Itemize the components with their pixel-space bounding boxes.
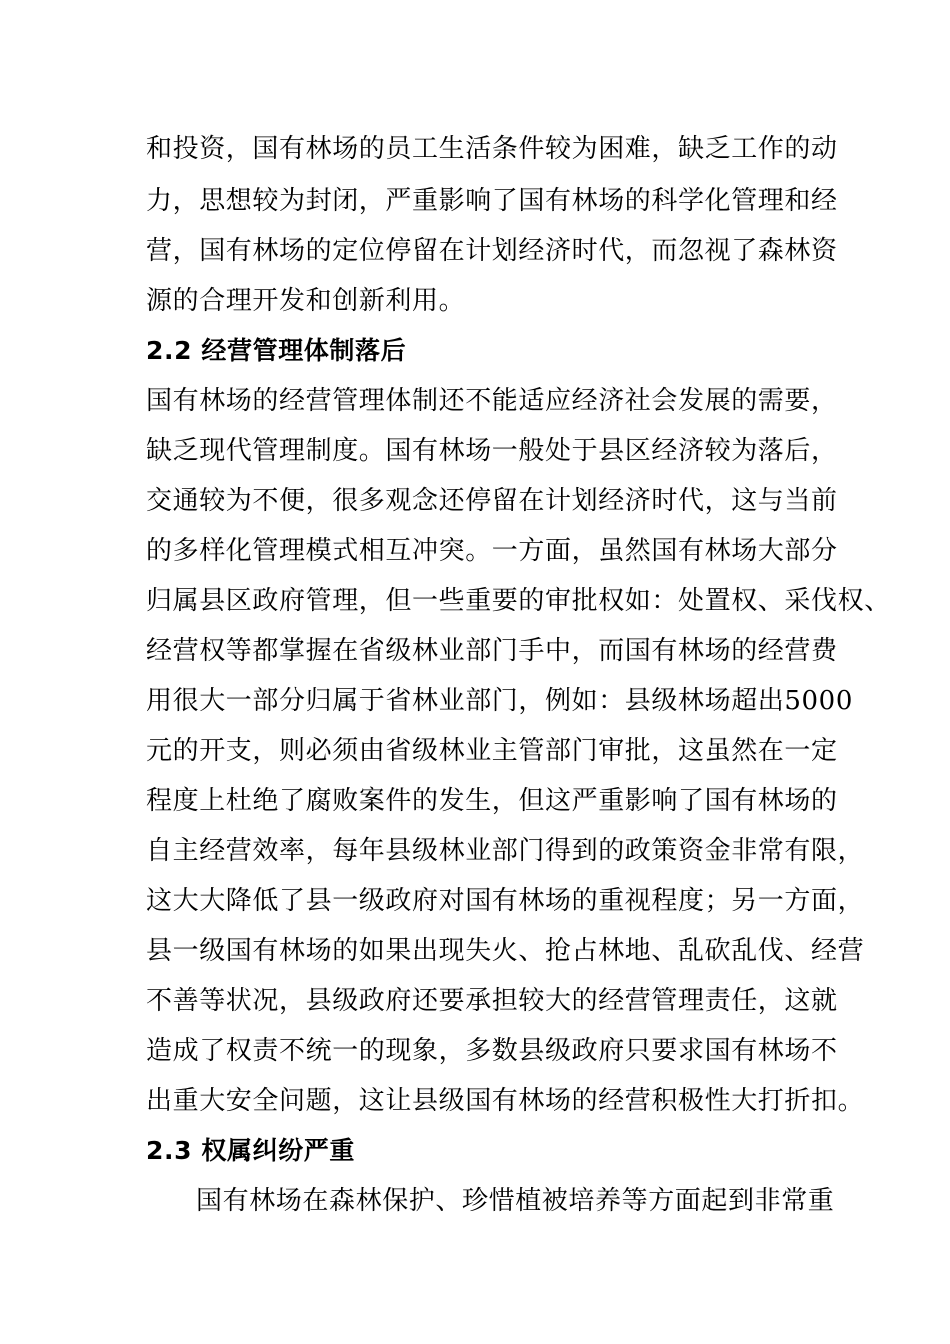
paragraph-2-line-7: 用很大一部分归属于省林业部门，例如：县级林场超出5000 <box>146 686 853 716</box>
paragraph-2-line-14: 造成了权责不统一的现象，多数县级政府只要求国有林场不 <box>146 1036 838 1066</box>
paragraph-1-line-3: 营，国有林场的定位停留在计划经济时代，而忽视了森林资 <box>146 236 838 266</box>
section-heading-2-3: 2.3 权属纠纷严重 <box>146 1136 355 1165</box>
paragraph-2-line-3: 交通较为不便，很多观念还停留在计划经济时代，这与当前 <box>146 486 838 516</box>
paragraph-2-line-9: 程度上杜绝了腐败案件的发生，但这严重影响了国有林场的 <box>146 786 838 816</box>
paragraph-2-line-13: 不善等状况，县级政府还要承担较大的经营管理责任，这就 <box>146 986 838 1016</box>
paragraph-2-line-15: 出重大安全问题，这让县级国有林场的经营积极性大打折扣。 <box>146 1086 865 1116</box>
paragraph-1-line-2: 力，思想较为封闭，严重影响了国有林场的科学化管理和经 <box>146 186 838 216</box>
paragraph-1-line-4: 源的合理开发和创新利用。 <box>146 286 466 316</box>
paragraph-2-line-11: 这大大降低了县一级政府对国有林场的重视程度；另一方面， <box>146 886 865 916</box>
paragraph-2-line-10: 自主经营效率，每年县级林业部门得到的政策资金非常有限， <box>146 836 865 866</box>
paragraph-2-line-6: 经营权等都掌握在省级林业部门手中，而国有林场的经营费 <box>146 636 838 666</box>
paragraph-2-line-2: 缺乏现代管理制度。国有林场一般处于县区经济较为落后， <box>146 436 838 466</box>
paragraph-2-line-8: 元的开支，则必须由省级林业主管部门审批，这虽然在一定 <box>146 736 838 766</box>
paragraph-2-line-1: 国有林场的经营管理体制还不能适应经济社会发展的需要， <box>146 386 838 416</box>
paragraph-2-line-4: 的多样化管理模式相互冲突。一方面，虽然国有林场大部分 <box>146 536 838 566</box>
paragraph-1-line-1: 和投资，国有林场的员工生活条件较为困难，缺乏工作的动 <box>146 134 838 164</box>
section-heading-2-2: 2.2 经营管理体制落后 <box>146 336 407 365</box>
paragraph-2-line-5: 归属县区政府管理，但一些重要的审批权如：处置权、采伐权、 <box>146 586 891 616</box>
paragraph-2-line-12: 县一级国有林场的如果出现失火、抢占林地、乱砍乱伐、经营 <box>146 936 865 966</box>
paragraph-3-line-1: 国有林场在森林保护、珍惜植被培养等方面起到非常重 <box>196 1186 835 1216</box>
